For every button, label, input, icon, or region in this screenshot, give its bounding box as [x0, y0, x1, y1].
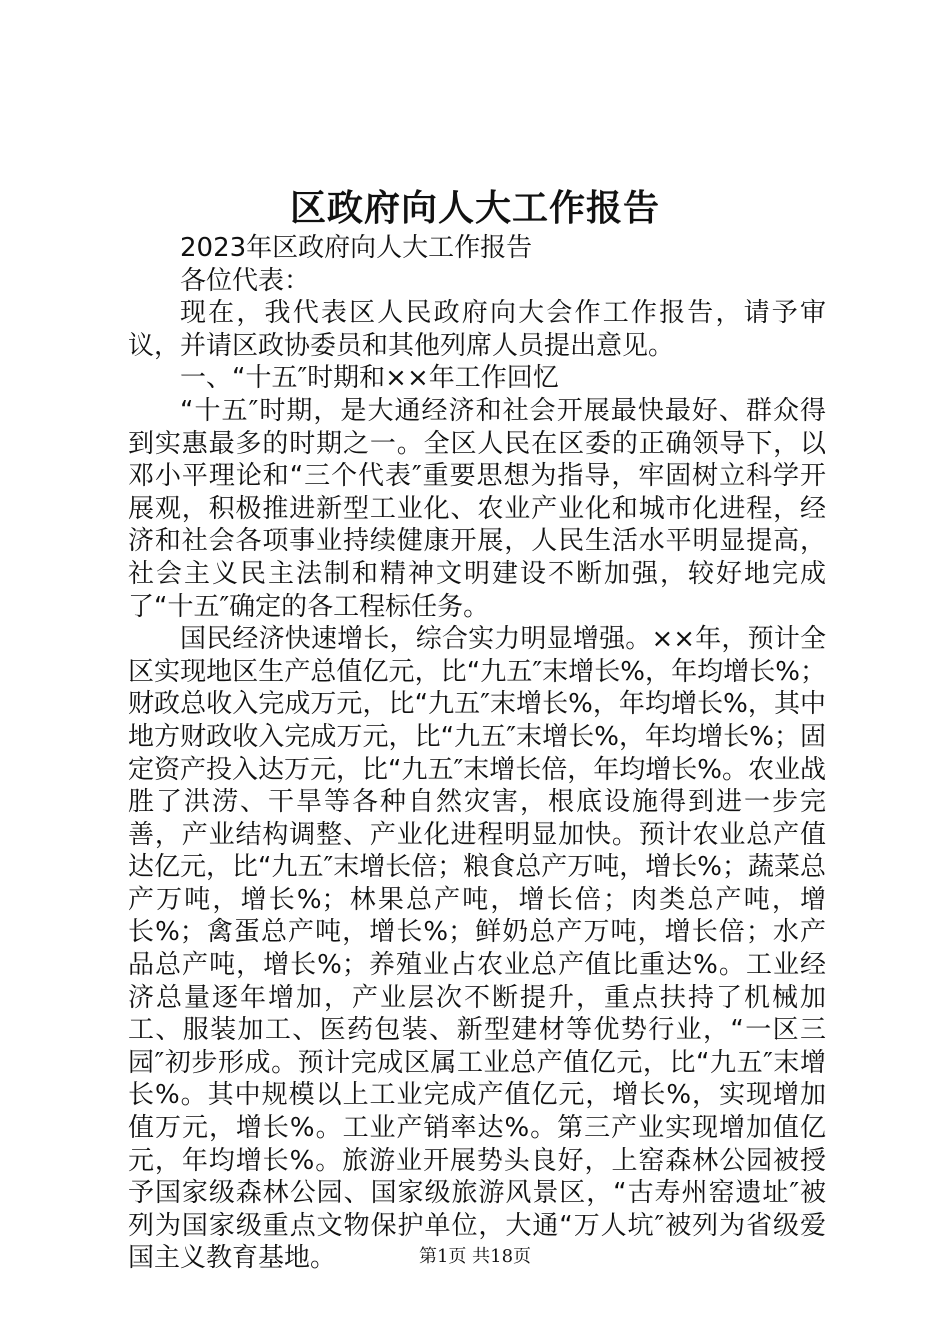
body-paragraph: 现在，我代表区人民政府向大会作工作报告，请予审议，并请区政协委员和其他列席人员提出意见。 — [128, 298, 826, 361]
body-paragraph: 各位代表： — [180, 265, 311, 296]
body-paragraph: “十五″时期，是大通经济和社会开展最快最好、群众得到实惠最多的时期之一。全区人民在区委的正确领导下，以邓小平理论和“三个代表″重要思想为指导，牢固树立科学开展观，积极推进新型工业化、农业产业化和城市化进程，经济和社会各项事业持续健康开展，人民生活水平明显提高，社会主义民主法制和精神文明建设不断加强，较好地完成了“十五″确定的各工程标任务。 — [128, 395, 826, 622]
body-paragraph: 2023年区政府向人大工作报告 — [180, 233, 533, 263]
body-paragraph: 国民经济快速增长，综合实力明显增强。××年，预计全区实现地区生产总值亿元，比“九五″末增长%，年均增长%；财政总收入完成万元，比“九五″末增长%，年均增长%，其中地方财政收入完成万元，比“九五″末增长%，年均增长%；固定资产投入达万元，比“九五″末增长倍，年均增长%。农业战胜了洪涝、干旱等各种自然灾害，根底设施得到进一步完善，产业结构调整、产业化进程明显加快。预计农业总产值达亿元，比“九五″末增长倍；粮食总产万吨，增长%；蔬菜总产万吨，增长%；林果总产吨，增长倍；肉类总产吨，增长%；禽蛋总产吨，增长%；鲜奶总产万吨，增长倍；水产品总产吨，增长%；养殖业占农业总产值比重达%。工业经济总量逐年增加，产业层次不断提升，重点扶持了机械加工、服装加工、医药包装、新型建材等优势行业，“一区三园″初步形成。预计完成区属工业总产值亿元，比“九五″末增长%。其中规模以上工业完成产值亿元，增长%，实现增加值万元，增长%。工业产销率达%。第三产业实现增加值亿元，年均增长%。旅游业开展势头良好，上窑森林公园被授予国家级森林公园、国家级旅游风景区，“古寿州窑遗址″被列为国家级重点文物保护单位，大通“万人坑″被列为省级爱国主义教育基地。 — [128, 624, 826, 1274]
section-heading: 一、“十五″时期和××年工作回忆 — [180, 363, 559, 394]
document-title: 区政府向人大工作报告 — [289, 187, 660, 229]
page-footer: 第1页 共18页 — [418, 1246, 532, 1267]
document-body — [128, 232, 826, 1275]
